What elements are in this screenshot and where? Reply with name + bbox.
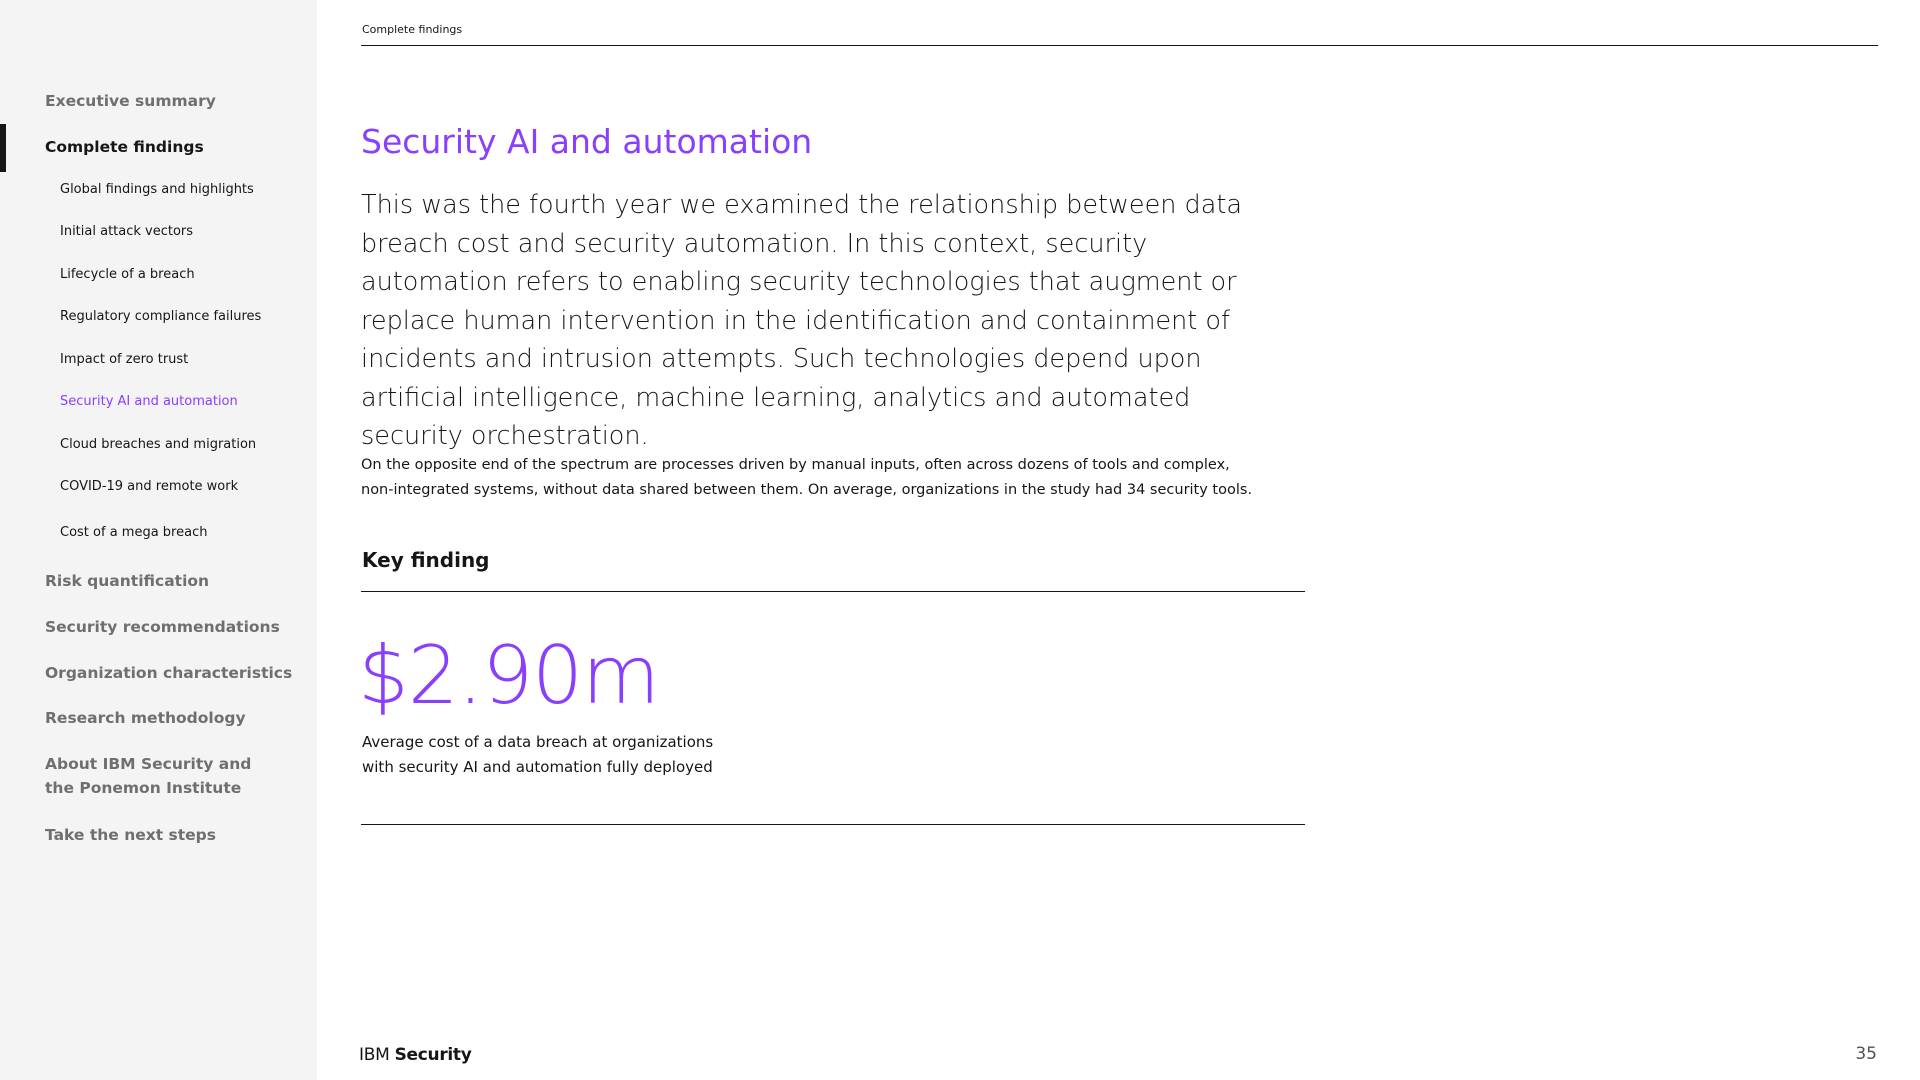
nav-covid-remote-work[interactable]: COVID-19 and remote work (60, 479, 239, 494)
logo-ibm-text: IBM (359, 1045, 390, 1065)
page-title: Security AI and automation (361, 122, 813, 161)
breadcrumb: Complete findings (362, 23, 463, 36)
ibm-security-logo (359, 1045, 472, 1065)
lede-paragraph: This was the fourth year we examined the relationship between data breach cost and security automation. In this context, security automation refers to enabling security technologies that augment or replace human intervention in the identification and containment of incidents and intrusion attempts. Such technologies depend upon artificial intelligence, machine learning, analytics and automated security orchestration. (361, 190, 1242, 451)
nav-zero-trust[interactable]: Impact of zero trust (60, 352, 189, 367)
nav-complete-findings[interactable]: Complete findings (45, 138, 204, 156)
key-finding-label: Key finding (362, 548, 490, 572)
nav-mega-breach[interactable]: Cost of a mega breach (60, 525, 208, 540)
nav-security-ai-automation[interactable]: Security AI and automation (60, 394, 238, 409)
nav-organization-characteristics[interactable]: Organization characteristics (45, 664, 293, 682)
header-divider (361, 45, 1878, 46)
nav-about-ibm-ponemon[interactable]: About IBM Security and the Ponemon Institute (45, 755, 252, 797)
nav-regulatory-compliance[interactable]: Regulatory compliance failures (60, 309, 262, 324)
key-finding-top-divider (361, 591, 1305, 592)
key-finding-description: Average cost of a data breach at organizations with security AI and automation fully deployed (362, 733, 714, 776)
nav-global-findings[interactable]: Global findings and highlights (60, 182, 254, 197)
key-finding-bottom-divider (361, 824, 1305, 825)
nav-executive-summary[interactable]: Executive summary (45, 92, 216, 110)
sidebar-nav (0, 0, 317, 1080)
page-number: 35 (1855, 1044, 1877, 1064)
body-paragraph: On the opposite end of the spectrum are processes driven by manual inputs, often across dozens of tools and complex, non-integrated systems, without data shared between them. On average, organizations in the study had 34 security tools. (361, 457, 1253, 498)
nav-next-steps[interactable]: Take the next steps (45, 826, 217, 844)
nav-risk-quantification[interactable]: Risk quantification (45, 572, 210, 590)
nav-initial-attack-vectors[interactable]: Initial attack vectors (60, 224, 194, 239)
nav-security-recommendations[interactable]: Security recommendations (45, 618, 280, 636)
nav-research-methodology[interactable]: Research methodology (45, 709, 246, 727)
nav-cloud-breaches[interactable]: Cloud breaches and migration (60, 437, 257, 452)
logo-security-text: Security (394, 1045, 472, 1065)
active-section-marker (0, 124, 6, 172)
nav-lifecycle-of-breach[interactable]: Lifecycle of a breach (60, 267, 195, 282)
key-finding-value: $2.90m (358, 629, 659, 722)
